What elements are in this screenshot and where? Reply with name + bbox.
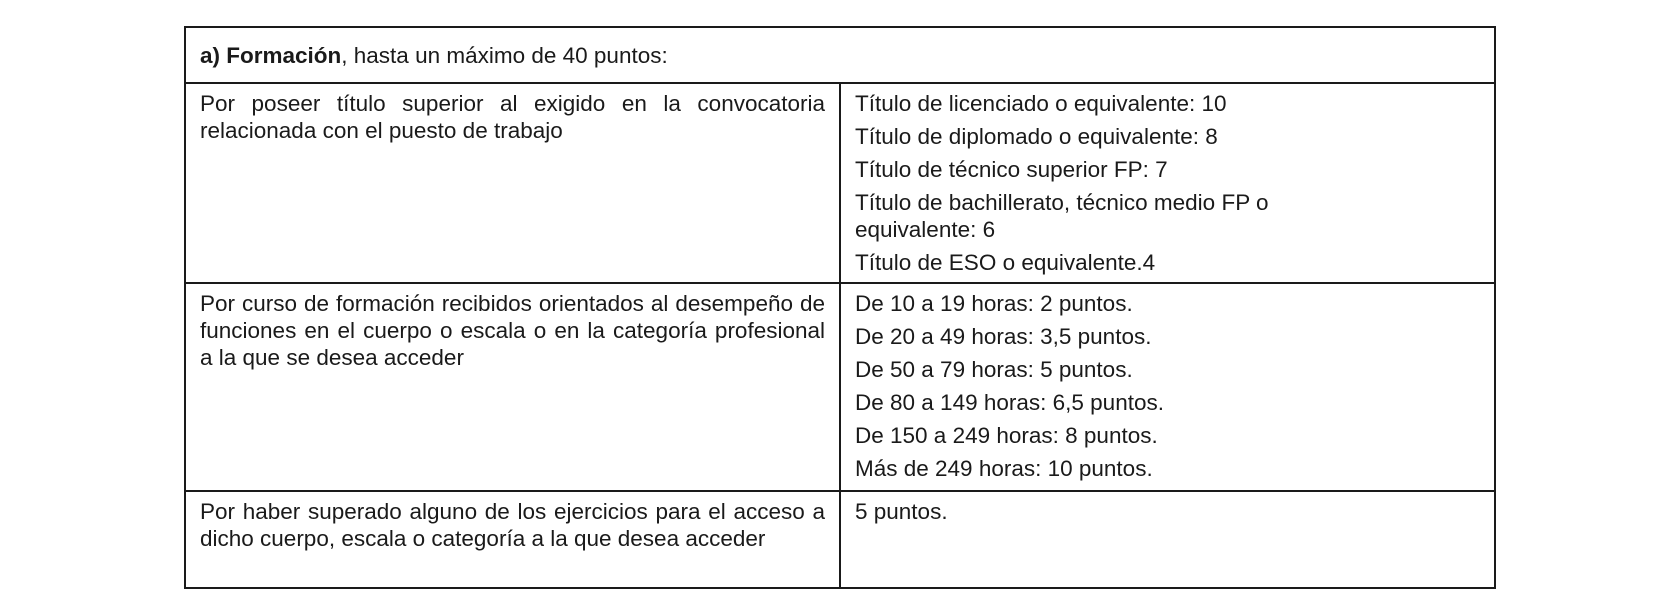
score-item: Título de técnico superior FP: 7 <box>855 157 1168 182</box>
section-heading-cell <box>185 27 1495 83</box>
table-header-row <box>185 27 1495 83</box>
section-heading-rest: , hasta un máximo de 40 puntos: <box>341 43 668 68</box>
score-item: De 150 a 249 horas: 8 puntos. <box>855 423 1158 448</box>
score-item: Título de licenciado o equivalente: 10 <box>855 91 1227 116</box>
score-cell <box>840 491 1495 588</box>
score-item: De 20 a 49 horas: 3,5 puntos. <box>855 324 1152 349</box>
score-item: Título de ESO o equivalente.4 <box>855 250 1156 275</box>
score-item: 5 puntos. <box>855 499 948 524</box>
score-cell <box>840 283 1495 491</box>
criterion-text: Por curso de formación recibidos orientados al desempeño de funciones en el cuerpo o escala o en la categoría profesional a la que se desea acceder <box>200 291 825 370</box>
score-item: Título de diplomado o equivalente: 8 <box>855 124 1218 149</box>
table-row <box>185 491 1495 588</box>
score-cell <box>840 83 1495 283</box>
score-item: Más de 249 horas: 10 puntos. <box>855 456 1153 481</box>
criterion-cell <box>185 83 840 283</box>
criterion-cell <box>185 283 840 491</box>
criterion-text: Por haber superado alguno de los ejercicios para el acceso a dicho cuerpo, escala o categoría a la que desea acceder <box>200 499 825 551</box>
table-row <box>185 283 1495 491</box>
score-item: De 50 a 79 horas: 5 puntos. <box>855 357 1133 382</box>
score-item: De 10 a 19 horas: 2 puntos. <box>855 291 1133 316</box>
scoring-table <box>184 26 1496 589</box>
table-row <box>185 83 1495 283</box>
score-item: Título de bachillerato, técnico medio FP o equivalente: 6 <box>855 190 1269 242</box>
criterion-cell <box>185 491 840 588</box>
section-heading-bold: a) Formación <box>200 43 342 68</box>
criterion-text: Por poseer título superior al exigido en la convocatoria relacionada con el puesto de trabajo <box>200 91 825 143</box>
score-item: De 80 a 149 horas: 6,5 puntos. <box>855 390 1164 415</box>
